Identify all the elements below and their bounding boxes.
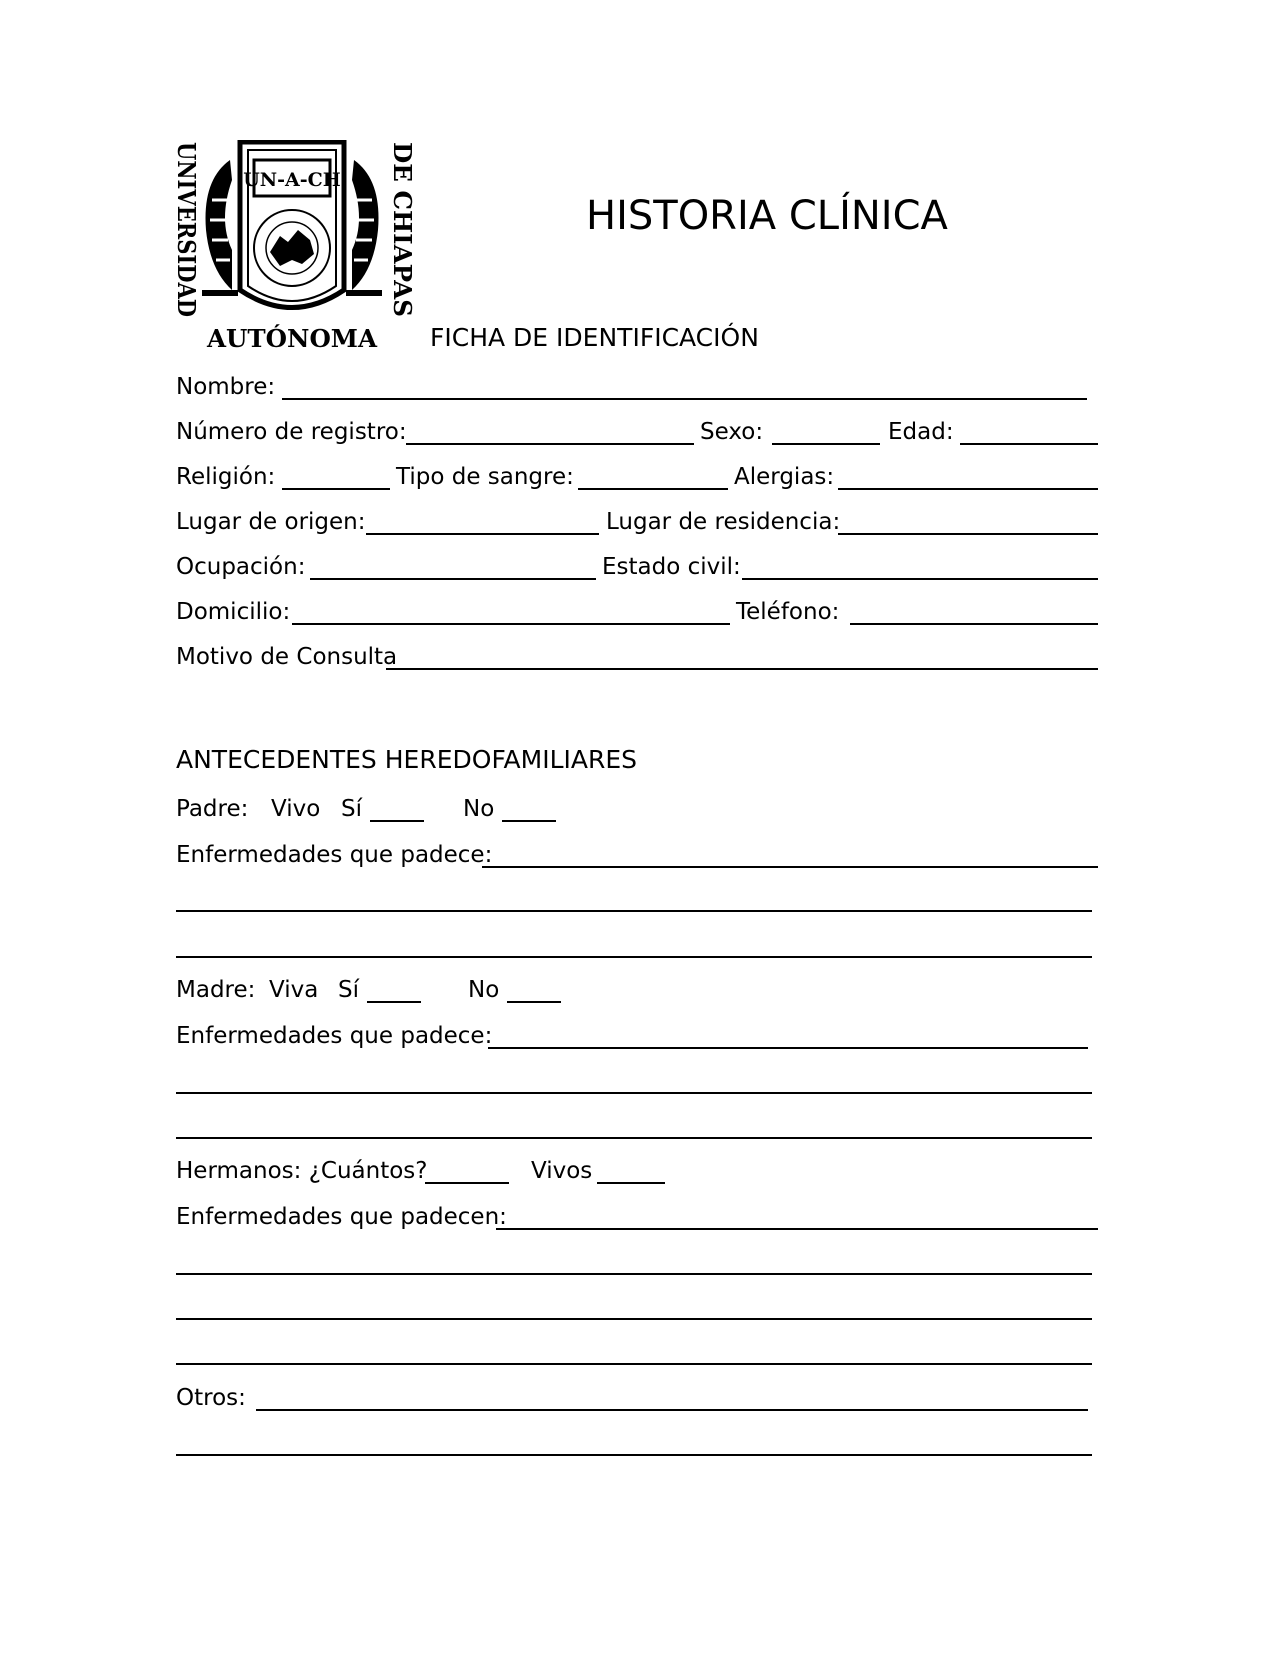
logo-left-text: UNIVERSIDAD [172, 142, 201, 342]
field-hermanos-enf-line-4[interactable] [176, 1363, 1092, 1365]
field-ocupacion[interactable] [310, 578, 596, 580]
label-madre-enf: Enfermedades que padece: [176, 1023, 493, 1049]
field-padre-enf-line-2[interactable] [176, 910, 1092, 912]
field-padre-si[interactable] [370, 820, 424, 822]
field-madre-si[interactable] [367, 1001, 421, 1003]
field-hermanos-enf[interactable] [496, 1228, 1098, 1230]
field-alergias[interactable] [838, 488, 1098, 490]
label-nombre: Nombre: [176, 374, 276, 400]
label-religion: Religión: [176, 464, 276, 490]
field-hermanos-enf-line-3[interactable] [176, 1318, 1092, 1320]
label-ocupacion: Ocupación: [176, 554, 306, 580]
label-padre: Padre: [176, 796, 249, 822]
label-vivo: Vivo [271, 796, 321, 822]
label-sexo: Sexo: [700, 419, 764, 445]
label-viva: Viva [269, 977, 319, 1003]
field-residencia[interactable] [838, 533, 1098, 535]
field-civil[interactable] [742, 578, 1098, 580]
label-origen: Lugar de origen: [176, 509, 366, 535]
label-vivos: Vivos [531, 1158, 593, 1184]
field-sexo[interactable] [772, 443, 880, 445]
label-padre-enf: Enfermedades que padece: [176, 842, 493, 868]
label-civil: Estado civil: [602, 554, 741, 580]
field-madre-enf[interactable] [488, 1047, 1088, 1049]
field-padre-enf-line-3[interactable] [176, 956, 1092, 958]
field-padre-enf[interactable] [482, 866, 1098, 868]
field-madre-enf-line-3[interactable] [176, 1137, 1092, 1139]
logo-right-text: DE CHIAPAS [388, 142, 417, 314]
field-padre-no[interactable] [502, 820, 556, 822]
field-madre-enf-line-2[interactable] [176, 1092, 1092, 1094]
field-sangre[interactable] [578, 488, 728, 490]
label-hermanos: Hermanos: ¿Cuántos? [176, 1158, 428, 1184]
label-sangre: Tipo de sangre: [396, 464, 574, 490]
field-motivo[interactable] [386, 668, 1098, 670]
page-title: HISTORIA CLÍNICA [586, 193, 948, 239]
label-madre-si: Sí [338, 977, 359, 1003]
left-eagle-icon [206, 160, 233, 290]
right-eagle-icon [352, 160, 379, 290]
label-motivo: Motivo de Consulta [176, 644, 398, 670]
label-registro: Número de registro: [176, 419, 407, 445]
field-nombre[interactable] [282, 398, 1087, 400]
field-otros[interactable] [256, 1409, 1088, 1411]
label-hermanos-enf: Enfermedades que padecen: [176, 1204, 507, 1230]
section-heading-heredofamiliares: ANTECEDENTES HEREDOFAMILIARES [176, 745, 638, 774]
field-hermanos-enf-line-2[interactable] [176, 1273, 1092, 1275]
logo-bottom-text: AUTÓNOMA [205, 324, 378, 353]
label-padre-no: No [463, 796, 495, 822]
field-madre-no[interactable] [507, 1001, 561, 1003]
label-domicilio: Domicilio: [176, 599, 291, 625]
field-hermanos-cuantos[interactable] [425, 1182, 509, 1184]
label-otros: Otros: [176, 1385, 246, 1411]
university-logo [172, 140, 422, 355]
field-registro[interactable] [406, 443, 694, 445]
section-subtitle: FICHA DE IDENTIFICACIÓN [430, 323, 759, 352]
field-religion[interactable] [282, 488, 390, 490]
field-telefono[interactable] [850, 623, 1098, 625]
label-padre-si: Sí [341, 796, 362, 822]
logo-badge-text: UN-A-CH [243, 169, 341, 191]
label-telefono: Teléfono: [736, 599, 840, 625]
field-domicilio[interactable] [292, 623, 730, 625]
label-madre: Madre: [176, 977, 256, 1003]
field-otros-line-2[interactable] [176, 1454, 1092, 1456]
field-origen[interactable] [366, 533, 599, 535]
label-madre-no: No [468, 977, 500, 1003]
label-edad: Edad: [888, 419, 954, 445]
label-alergias: Alergias: [734, 464, 835, 490]
field-edad[interactable] [960, 443, 1098, 445]
field-hermanos-vivos[interactable] [597, 1182, 665, 1184]
label-residencia: Lugar de residencia: [606, 509, 841, 535]
